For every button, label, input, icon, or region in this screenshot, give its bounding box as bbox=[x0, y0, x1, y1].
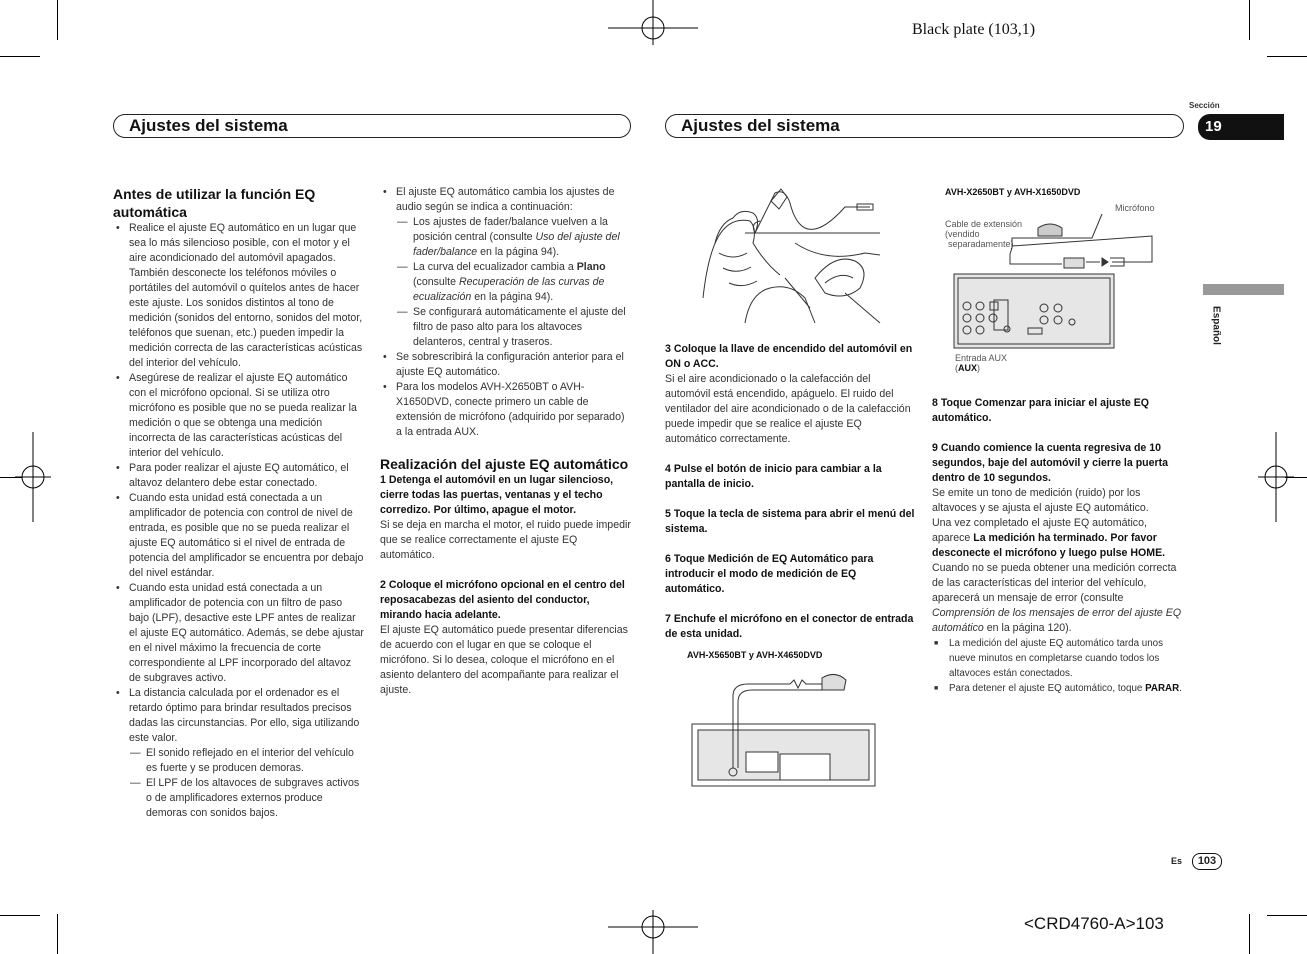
list-item: • Cuando esta unidad está conectada a un amplificador de potencia con un filtro de paso bajo (LPF), desactive este LPF antes de realizar el ajuste EQ automático. Además, se debe ajustar en el nivel máximo la frecuencia de corte correspondiente al LPF incorporado del altavoz de subgraves activo. bbox=[113, 581, 365, 686]
column-1 bbox=[113, 185, 365, 821]
note-item: ■ La medición del ajuste EQ automático tarda unos nueve minutos en completarse cuando todos los altavoces están conectados. bbox=[932, 636, 1182, 681]
section-label: Sección bbox=[1189, 101, 1220, 110]
list-item: • Realice el ajuste EQ automático en un lugar que sea lo más silencioso posible, con el motor y el aire acondicionado del automóvil apagados. También desconecte los teléfonos móviles o portátiles del automóvil o quítelos antes de hacer este ajuste. Los sonidos distintos al tono de medición (sonidos del entorno, sonidos del motor, teléfonos que suenan, etc.) pueden impedir la medición correcta de las características acústicas del interior del vehículo. bbox=[113, 221, 365, 371]
step-7-title: 7 Enchufe el micrófono en el conector de entrada de esta unidad. bbox=[665, 613, 914, 640]
head-unit-x2650-illustration bbox=[952, 212, 1162, 352]
list-item: • Para poder realizar el ajuste EQ automático, el altavoz delantero debe estar conectado. bbox=[113, 461, 365, 491]
heading-before-eq: Antes de utilizar la función EQ automática bbox=[113, 186, 316, 220]
list-item: • Cuando esta unidad está conectada a un amplificador de potencia con control de nivel de entrada, es posible que no se pueda realizar el ajuste EQ automático si el nivel de entrada de potencia del amplificador se encuentra por debajo del nivel estándar. bbox=[113, 491, 365, 581]
section-header-right: Ajustes del sistema bbox=[665, 114, 1184, 138]
head-unit-x5650-illustration bbox=[690, 668, 880, 788]
sub-list-item: — La curva del ecualizador cambia a Plano (consulte Recuperación de las curvas de ecualización en la página 94). bbox=[380, 260, 632, 305]
sub-list-item: — Se configurará automáticamente el ajuste del filtro de paso alto para los altavoces delanteros, central y traseros. bbox=[380, 305, 632, 350]
column-2 bbox=[380, 185, 632, 698]
list-item: • La distancia calculada por el ordenador es el retardo óptimo para brindar resultados precisos dadas las circunstancias. Por ello, siga utilizando este valor. bbox=[113, 686, 365, 746]
section-number: 19 bbox=[1205, 118, 1222, 135]
step-3-title: 3 Coloque la llave de encendido del automóvil en ON o ACC. bbox=[665, 343, 913, 370]
models-label-x5650: AVH-X5650BT y AVH-X4650DVD bbox=[687, 650, 823, 660]
step-9-text-3: Cuando no se pueda obtener una medición correcta de las características del interior del vehículo, aparecerá un mensaje de error (consulte Comprensión de los mensajes de error del ajuste EQ automático en la página 120). bbox=[932, 562, 1182, 634]
cable-label: Cable de extensión (vendido separadamente) bbox=[945, 219, 1023, 249]
page-number: 103 bbox=[1192, 853, 1222, 870]
step-1-title: 1 Detenga el automóvil en un lugar silencioso, cierre todas las puertas, ventanas y el techo corredizo. Por último, apague el motor. bbox=[380, 474, 614, 516]
list-item: • Para los modelos AVH-X2650BT o AVH-X1650DVD, conecte primero un cable de extensión de micrófono (adquirido por separado) a la entrada AUX. bbox=[380, 380, 632, 440]
sub-list-item: — Los ajustes de fader/balance vuelven a la posición central (consulte Uso del ajuste del fader/balance en la página 94). bbox=[380, 215, 632, 260]
step-9-title: 9 Cuando comience la cuenta regresiva de 10 segundos, baje del automóvil y cierre la puerta dentro de 10 segundos. bbox=[932, 442, 1169, 484]
column-4 bbox=[932, 396, 1182, 696]
plate-label: Black plate (103,1) bbox=[912, 21, 1036, 38]
step-5-title: 5 Toque la tecla de sistema para abrir el menú del sistema. bbox=[665, 508, 915, 535]
section-header-left: Ajustes del sistema bbox=[113, 114, 631, 138]
step-2-title: 2 Coloque el micrófono opcional en el centro del reposacabezas del asiento del conductor, mirando hacia adelante. bbox=[380, 579, 625, 621]
heading-eq-procedure: Realización del ajuste EQ automático bbox=[380, 456, 629, 472]
aux-input-label: Entrada AUX (AUX) bbox=[955, 353, 1008, 373]
list-item: • Se sobrescribirá la configuración anterior para el ajuste EQ automático. bbox=[380, 350, 632, 380]
microphone-label: Micrófono bbox=[1115, 203, 1155, 213]
section-tab bbox=[1198, 114, 1284, 140]
list-item: • El ajuste EQ automático cambia los ajustes de audio según se indica a continuación: bbox=[380, 185, 632, 215]
step-9-text-2: Una vez completado el ajuste EQ automático, aparece La medición ha terminado. Por favor desconecte el micrófono y luego pulse HOME. bbox=[932, 517, 1166, 559]
step-1-text: Si se deja en marcha el motor, el ruido puede impedir que se realice correctamente el ajuste EQ automático. bbox=[380, 519, 631, 561]
step-3-text: Si el aire acondicionado o la calefacción del automóvil está encendido, apáguelo. El ruido del ventilador del aire acondicionado o de la calefacción puede impedir que se realice el ajuste EQ automático correctamente. bbox=[665, 373, 911, 445]
note-item: ■ Para detener el ajuste EQ automático, toque PARAR. bbox=[932, 681, 1182, 696]
list-item: • Asegúrese de realizar el ajuste EQ automático con el micrófono opcional. Si se utiliza otro micrófono es posible que no se pueda realizar la medición o que se obtenga una medición incorrecta de las características acústicas del interior del vehículo. bbox=[113, 371, 365, 461]
sub-list-item: — El LPF de los altavoces de subgraves activos o de amplificadores externos produce demoras con sonidos bajos. bbox=[113, 776, 365, 821]
sub-list-item: — El sonido reflejado en el interior del vehículo es fuerte y se producen demoras. bbox=[113, 746, 365, 776]
step-4-title: 4 Pulse el botón de inicio para cambiar a la pantalla de inicio. bbox=[665, 463, 882, 490]
step-9-text-1: Se emite un tono de medición (ruido) por los altavoces y se ajusta el ajuste EQ automático. bbox=[932, 487, 1149, 514]
column-3 bbox=[665, 342, 915, 642]
models-label-x2650: AVH-X2650BT y AVH-X1650DVD bbox=[945, 187, 1081, 197]
footer-code: <CRD4760-A>103 bbox=[1024, 914, 1164, 933]
page-lang: Es bbox=[1171, 856, 1183, 866]
step-8-title: 8 Toque Comenzar para iniciar el ajuste EQ automático. bbox=[932, 397, 1150, 424]
step-6-title: 6 Toque Medición de EQ Automático para introducir el modo de medición de EQ automático. bbox=[665, 553, 874, 595]
language-tab: Español bbox=[1210, 306, 1222, 345]
step-2-text: El ajuste EQ automático puede presentar diferencias de acuerdo con el lugar en que se coloque el micrófono. Si lo desea, coloque el micrófono en el asiento delantero del acompañante para realizar el ajuste. bbox=[380, 624, 628, 696]
car-seat-microphone-illustration bbox=[695, 183, 885, 328]
